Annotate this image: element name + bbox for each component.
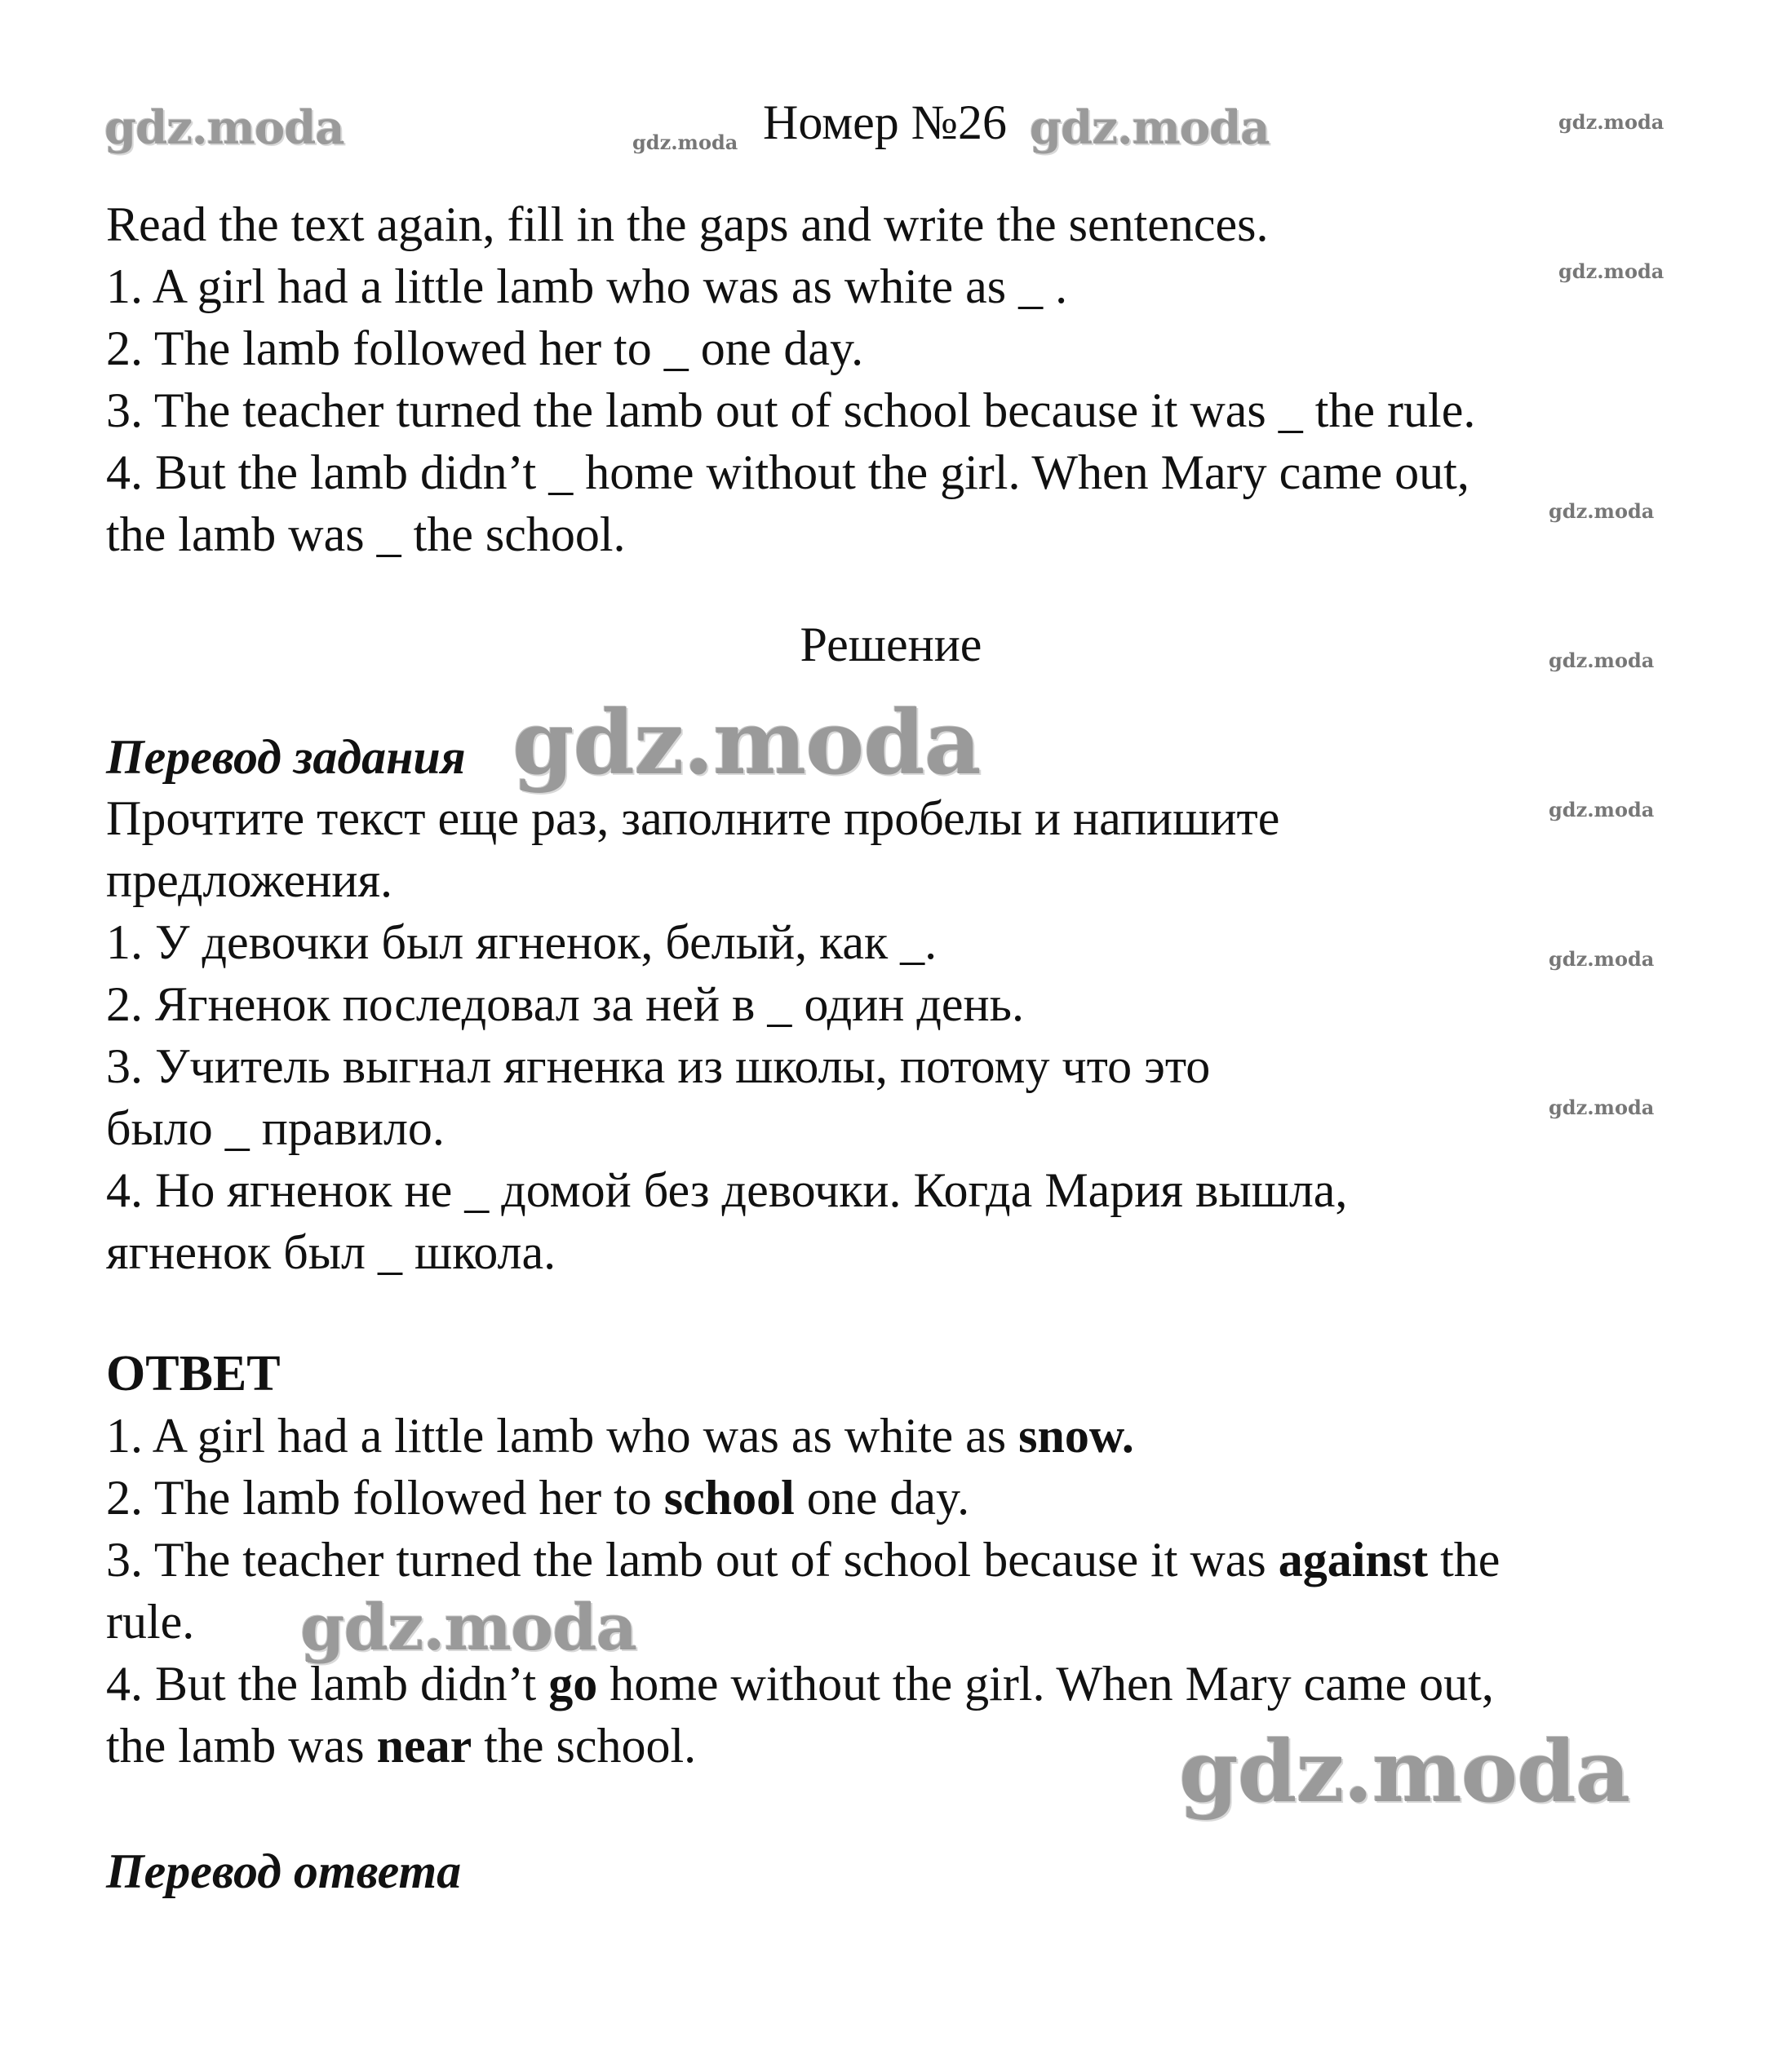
watermark-logo: gdz.moda (1549, 1096, 1655, 1119)
answer-line (106, 1715, 696, 1777)
answer-filled-word: against (1278, 1533, 1429, 1587)
translation-task-heading: Перевод задания (106, 730, 466, 784)
answer-heading: ОТВЕТ (106, 1346, 281, 1401)
task-line: 2. The lamb followed her to _ one day. (106, 321, 864, 375)
watermark-logo: gdz.moda (1549, 798, 1655, 821)
translation-answer-heading: Перевод ответа (106, 1844, 462, 1898)
answer-text: 1. A girl had a little lamb who was as white as (106, 1409, 1019, 1463)
answer-text: 4. But the lamb didn’t (106, 1657, 549, 1711)
task-line: the lamb was _ the school. (106, 507, 626, 561)
answer-line: rule. (106, 1595, 195, 1649)
translation-line: 1. У девочки был ягненок, белый, как _. (106, 915, 938, 969)
answer-text: 2. The lamb followed her to (106, 1471, 664, 1525)
answer-filled-word: school (663, 1471, 795, 1525)
watermark-logo: gdz.moda (1549, 499, 1655, 523)
task-line: 1. A girl had a little lamb who was as white as _ . (106, 259, 1068, 313)
watermark-logo: gdz.moda (1030, 101, 1270, 155)
watermark-logo: gdz.moda (1549, 649, 1655, 672)
answer-text: the school. (472, 1719, 697, 1773)
watermark-logo: gdz.moda (512, 692, 981, 795)
translation-line: было _ правило. (106, 1101, 445, 1155)
watermark-logo: gdz.moda (300, 1591, 637, 1665)
translation-line: 2. Ягненок последовал за ней в _ один день. (106, 977, 1024, 1031)
answer-line (106, 1529, 1500, 1591)
translation-line: ягненок был _ школа. (106, 1225, 556, 1279)
page-title: Номер №26 (763, 95, 1008, 149)
task-instruction: Read the text again, fill in the gaps and write the sentences. (106, 197, 1269, 251)
translation-line: Прочтите текст еще раз, заполните пробелы и напишите (106, 791, 1280, 845)
answer-text: the lamb was (106, 1719, 377, 1773)
solution-heading: Решение (800, 618, 982, 671)
watermark-logo: gdz.moda (1558, 110, 1665, 134)
translation-line: 4. Но ягненок не _ домой без девочки. Когда Мария вышла, (106, 1163, 1348, 1217)
task-line: 4. But the lamb didn’t _ home without the girl. When Mary came out, (106, 445, 1469, 499)
watermark-logo: gdz.moda (632, 131, 738, 154)
answer-line (106, 1405, 1134, 1467)
answer-text: home without the girl. When Mary came out, (597, 1657, 1494, 1711)
translation-line: 3. Учитель выгнал ягненка из школы, потому что это (106, 1039, 1211, 1093)
watermark-logo: gdz.moda (1558, 259, 1665, 283)
watermark-logo: gdz.moda (1179, 1721, 1630, 1822)
answer-line (106, 1653, 1494, 1715)
watermark-logo: gdz.moda (104, 101, 344, 155)
answer-text: one day. (794, 1471, 970, 1525)
watermark-logo: gdz.moda (1549, 947, 1655, 971)
answer-line (106, 1467, 969, 1529)
answer-filled-word: snow. (1018, 1409, 1134, 1463)
answer-filled-word: near (376, 1719, 472, 1773)
translation-line: предложения. (106, 853, 393, 907)
answer-text: 3. The teacher turned the lamb out of school because it was (106, 1533, 1279, 1587)
answer-filled-word: go (548, 1657, 598, 1711)
answer-text: the (1428, 1533, 1501, 1587)
task-line: 3. The teacher turned the lamb out of school because it was _ the rule. (106, 383, 1476, 437)
